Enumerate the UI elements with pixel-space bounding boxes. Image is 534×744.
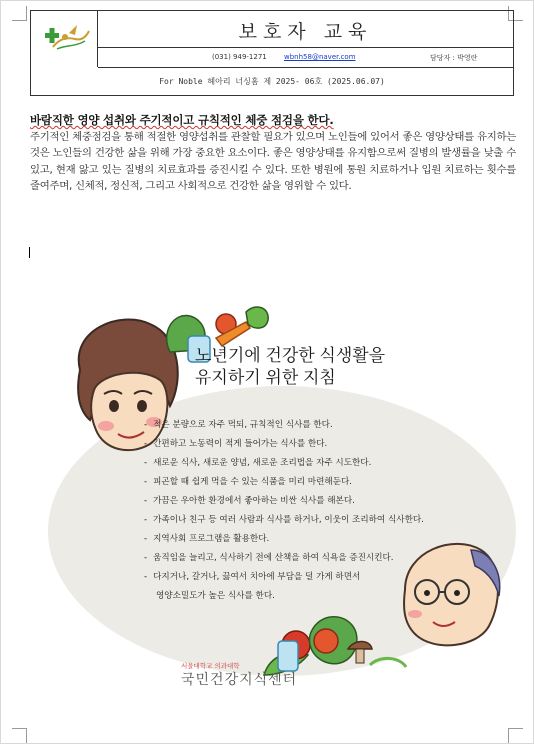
page-corner-mark [12, 728, 27, 743]
poster-title-line2: 유지하기 위한 지침 [195, 368, 336, 387]
manager-name: 담당자 : 박영란 [430, 54, 478, 62]
guideline-item: - 적은 분량으로 자주 먹되, 규칙적인 식사를 한다. [144, 420, 333, 430]
guideline-item: - 지역사회 프로그램을 활용한다. [144, 534, 270, 544]
nutrition-poster [40, 290, 510, 720]
guideline-item: - 피곤할 때 쉽게 먹을 수 있는 식품을 미리 마련해둔다. [144, 477, 353, 487]
contact-row [98, 48, 513, 68]
center-subtitle: 서울대학교 의과대학 [181, 662, 240, 670]
poster-title-line1: 노년기에 건강한 식생활을 [195, 346, 386, 365]
header-table [30, 10, 514, 96]
center-name: 국민건강지식센터 [181, 672, 298, 688]
article-headline: 바람직한 영양 섭취와 주기적이고 규칙적인 체중 점검을 한다. [30, 113, 334, 127]
email-link[interactable]: wbnh58@naver.com [284, 53, 356, 61]
nursing-home-logo [31, 11, 98, 67]
guideline-item: - 가족이나 친구 등 여러 사람과 식사를 하거나, 이웃이 조리하여 식사한다. [144, 515, 424, 525]
article-body: 주기적인 체중점검을 통해 적절한 영양섭취를 관찰할 필요가 있으며 노인들에 있어서 좋은 영양상태를 유지하는 것은 노인들의 건강한 삶을 위해 가장 중요한 요소이다. 좋은 영양상태를 유지함으로써 질병의 발생률을 낮출 수 있고, 현재 앓고 있는 질병의 치료효과를 증진시킬 수 있다. 또한 병원에 통원 치료하거나 입원 치료하는 횟수를 줄여주며, 신체적, 정신적, 그리고 사회적으로 건강한 삶을 영위할 수 있다. [30, 131, 516, 192]
page-corner-mark [508, 728, 523, 743]
guideline-item: - 움직임을 늘리고, 식사하기 전에 산책을 하여 식욕을 증진시킨다. [144, 553, 394, 563]
page-corner-mark [12, 6, 27, 21]
title-cell [98, 11, 513, 48]
guideline-item: - 가끔은 우아한 환경에서 좋아하는 비싼 식사를 해본다. [144, 496, 355, 506]
issue-line: For Noble 헤아리 너싱홈 제 2025- 06호 (2025.06.07) [159, 77, 385, 86]
phone-number: (031) 949-1271 [212, 53, 267, 61]
document-title: 보호자 교육 [238, 21, 373, 43]
guideline-item-continuation: 영양소밀도가 높은 식사를 한다. [156, 591, 275, 601]
guideline-item: - 새로운 식사, 새로운 양념, 새로운 조리법을 자주 시도한다. [144, 458, 372, 468]
guideline-item: - 다지거나, 갈거나, 끓여서 치아에 부담을 덜 가게 하면서 [144, 572, 361, 582]
text-cursor [29, 247, 30, 258]
poster-title [195, 345, 445, 389]
guideline-item: - 간편하고 노동력이 적게 들어가는 식사를 한다. [144, 439, 328, 449]
